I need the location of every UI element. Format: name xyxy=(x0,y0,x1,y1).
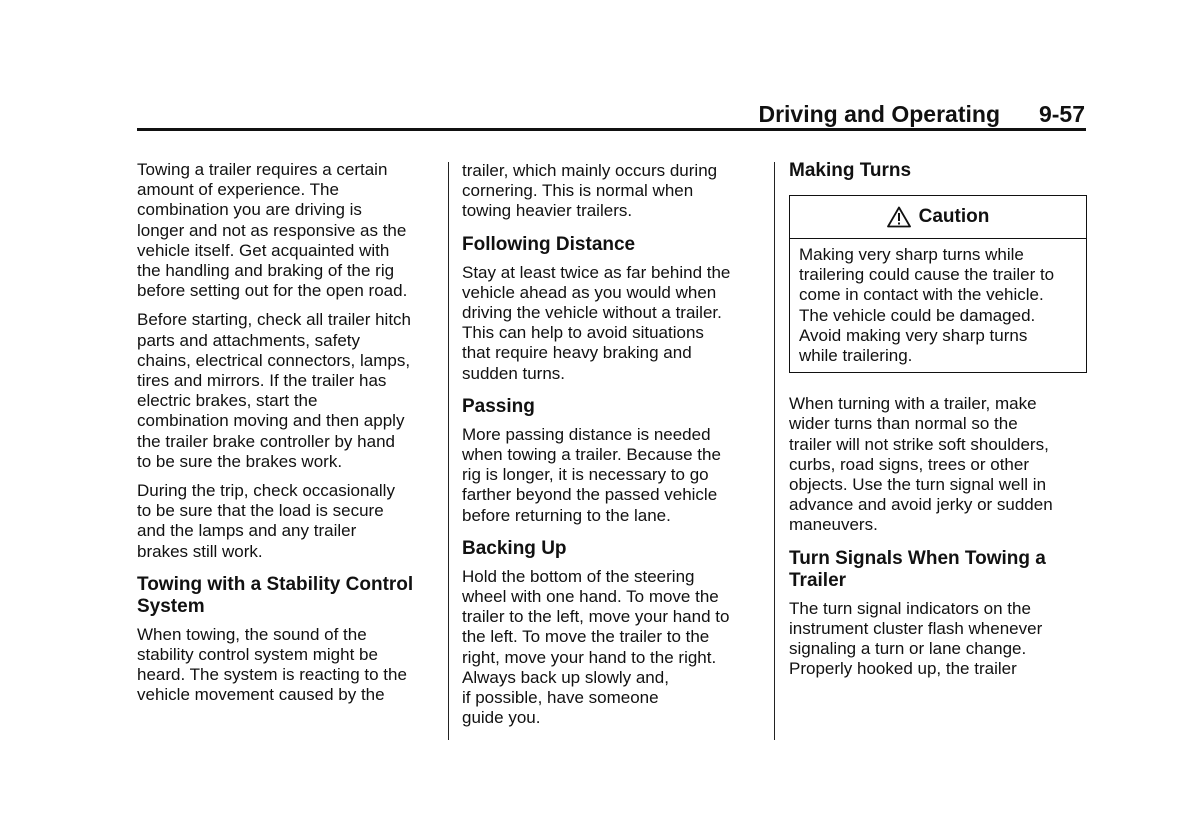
paragraph-following-distance: Stay at least twice as far behind the vehicle ahead as you would when driving the vehicle without a trailer. This can help to avoid situations that require heavy braking and sudden turns. xyxy=(462,262,731,383)
warning-triangle-icon xyxy=(887,206,911,228)
header-rule xyxy=(137,128,1086,131)
paragraph-turning-with-trailer: When turning with a trailer, make wider turns than normal so the trailer will not strike soft shoulders, curbs, road signs, trees or other objects. Use the turn signal well in advance and avoid jerky or sudden maneuvers. xyxy=(789,394,1053,535)
caution-text: Making very sharp turns while trailering could cause the trailer to come in contact with the vehicle. The vehicle could be damaged. Avoid making very sharp turns while trailering. xyxy=(799,245,1055,366)
heading-backing-up: Backing Up xyxy=(462,537,567,559)
caution-box xyxy=(789,195,1087,373)
paragraph-stability-sound: When towing, the sound of the stability control system might be heard. The system is reacting to the vehicle movement caused by the xyxy=(137,624,407,705)
caution-header xyxy=(790,196,1086,239)
paragraph-towing-experience: Towing a trailer requires a certain amount of experience. The combination you are driving is longer and not as responsive as the vehicle itself. Get acquainted with the handling and braking of the rig before setting out for the open road. xyxy=(137,160,408,301)
page-number: 9-57 xyxy=(1038,101,1085,127)
section-title: Driving and Operating xyxy=(758,101,1000,127)
heading-following-distance: Following Distance xyxy=(462,233,636,255)
caution-label: Caution xyxy=(918,205,990,227)
paragraph-before-starting: Before starting, check all trailer hitch parts and attachments, safety chains, electrical connectors, lamps, tires and mirrors. If the trailer has electric brakes, start the combination moving and then apply the trailer brake controller by hand to be sure the brakes work. xyxy=(137,310,412,471)
paragraph-cornering: trailer, which mainly occurs during cornering. This is normal when towing heavier trailers. xyxy=(462,161,718,221)
heading-making-turns: Making Turns xyxy=(789,160,912,181)
heading-passing: Passing xyxy=(462,395,535,417)
column-1 xyxy=(137,160,437,715)
paragraph-backing-up: Hold the bottom of the steering wheel with one hand. To move the trailer to the left, move your hand to the left. To move the trailer to the right, move your hand to the right. Always back up slowly and, if possible, have someone guide you. xyxy=(462,566,730,728)
paragraph-passing: More passing distance is needed when towing a trailer. Because the rig is longer, it is necessary to go farther beyond the passed vehicle before returning to the lane. xyxy=(462,424,721,525)
column-3 xyxy=(789,160,1087,688)
paragraph-turn-signals: The turn signal indicators on the instrument cluster flash whenever signaling a turn or lane change. Properly hooked up, the trailer xyxy=(789,598,1043,679)
column-divider-1 xyxy=(448,162,449,740)
column-divider-2 xyxy=(774,162,775,740)
column-2 xyxy=(462,161,762,737)
paragraph-during-trip: During the trip, check occasionally to be sure that the load is secure and the lamps and any trailer brakes still work. xyxy=(137,481,395,561)
heading-turn-signals: Turn Signals When Towing a Trailer xyxy=(789,547,1046,591)
heading-stability-control: Towing with a Stability Control System xyxy=(137,573,414,617)
